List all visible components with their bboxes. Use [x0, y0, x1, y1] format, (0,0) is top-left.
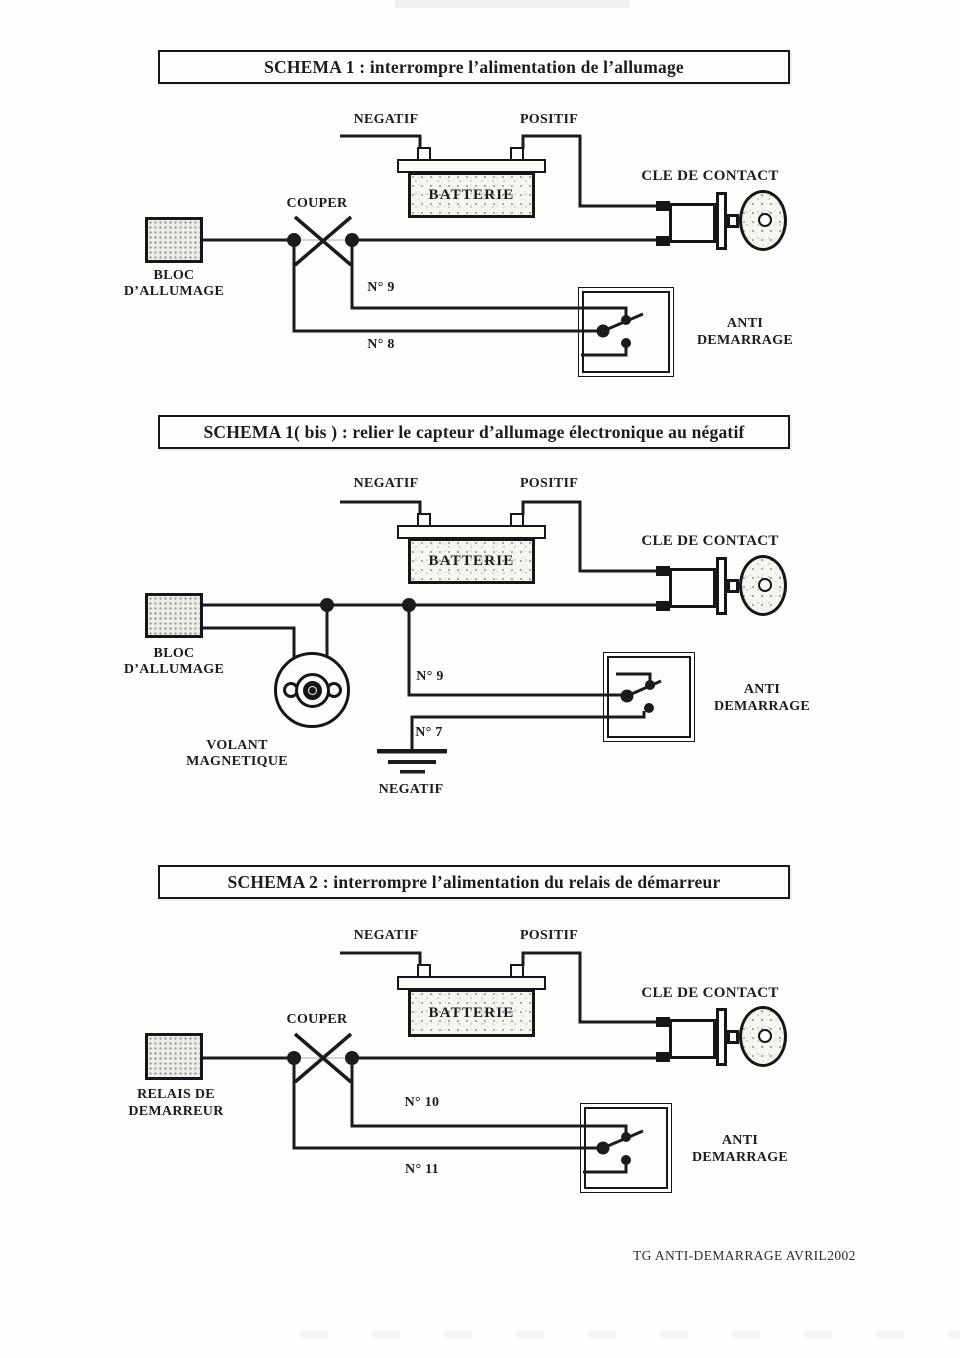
- key-shaft: [727, 1030, 739, 1044]
- key-lock-body: [669, 1019, 716, 1059]
- schema2-ignition-key: [656, 1006, 788, 1068]
- schema1bis-title-box: [158, 415, 790, 449]
- schema1bis-immobilizer-inner-frame: [607, 656, 691, 738]
- negative-battery-wire: [340, 136, 420, 148]
- schema1-title: SCHEMA 1 : interrompre l’alimentation de l’allumage: [264, 56, 684, 77]
- key-hole: [758, 213, 772, 227]
- schema2-key-label: CLE DE CONTACT: [641, 985, 779, 1001]
- schema1bis-battery-cap: [397, 525, 546, 539]
- scan-artifact-bottom: [300, 1330, 960, 1338]
- schema1-battery-cap: [397, 159, 546, 173]
- cut-dot-right: [345, 1051, 359, 1065]
- cut-x-mark: [295, 1034, 351, 1082]
- schema1-key-label: CLE DE CONTACT: [641, 168, 779, 184]
- schema1bis-negatif-label: NEGATIF: [353, 476, 419, 491]
- schema2-negatif-label: NEGATIF: [353, 928, 419, 943]
- ground-bar-2: [388, 760, 436, 764]
- schema2-starter-relay-box: [145, 1033, 203, 1080]
- schema1bis-wire9-label: N° 9: [416, 669, 444, 684]
- wire-n11: [294, 1058, 603, 1148]
- wire-n8: [294, 240, 603, 331]
- schema1bis-source-label-1: BLOC: [153, 646, 195, 661]
- schema2-immobilizer-inner-frame: [584, 1107, 668, 1189]
- schema1bis-battery-label: BATTERIE: [428, 552, 515, 569]
- schema1-immobilizer-label-1: ANTI: [726, 316, 764, 331]
- schema1bis-flywheel-center-dot: [309, 687, 316, 694]
- schema1-battery-label: BATTERIE: [428, 186, 515, 203]
- key-shaft: [727, 214, 739, 228]
- schema1-positif-label: POSITIF: [519, 112, 579, 127]
- page-footer: TG ANTI-DEMARRAGE AVRIL2002: [633, 1248, 856, 1263]
- key-terminal-bottom: [656, 601, 670, 611]
- schema1bis-title: SCHEMA 1( bis ) : relier le capteur d’allumage électronique au négatif: [203, 421, 745, 442]
- key-terminal-bottom: [656, 1052, 670, 1062]
- schema2-battery-label: BATTERIE: [428, 1004, 515, 1021]
- schema1-negatif-label: NEGATIF: [353, 112, 419, 127]
- schema1-wire8-label: N° 8: [367, 337, 395, 352]
- negative-battery-wire: [340, 953, 420, 966]
- key-face-plate: [716, 557, 727, 615]
- key-terminal-top: [656, 1017, 670, 1027]
- schema1bis-ground-label: NEGATIF: [378, 782, 444, 797]
- schema1bis-wire7-label: N° 7: [415, 725, 443, 740]
- schema1-battery: [408, 172, 535, 218]
- key-terminal-top: [656, 566, 670, 576]
- schema1bis-positif-label: POSITIF: [519, 476, 579, 491]
- key-terminal-top: [656, 201, 670, 211]
- schema1-source-label-2: D’ALLUMAGE: [123, 284, 225, 299]
- schema2-battery-cap: [397, 976, 546, 990]
- schema2-source-label-2: DEMARREUR: [128, 1104, 224, 1119]
- schema1bis-flywheel-label-1: VOLANT: [206, 738, 268, 753]
- schema1-title-box: [158, 50, 790, 84]
- schema1bis-immobilizer-label-1: ANTI: [743, 682, 781, 697]
- cut-dot-left: [287, 233, 301, 247]
- ground-bar-3: [400, 770, 425, 774]
- schema1-ignition-block-box: [145, 217, 203, 263]
- scan-artifact-top: [395, 0, 630, 8]
- schema1-ignition-key: [656, 190, 788, 252]
- schema1-immobilizer-box: [578, 287, 674, 377]
- negative-battery-wire: [340, 502, 420, 514]
- cut-x-mark: [295, 217, 351, 265]
- schema1-immobilizer-inner-frame: [582, 291, 670, 373]
- block-to-flywheel-wire: [203, 628, 294, 658]
- schema1bis-source-label-2: D’ALLUMAGE: [123, 662, 225, 677]
- schema2-title: SCHEMA 2 : interrompre l’alimentation du relais de démarreur: [227, 871, 721, 892]
- schema1bis-battery: [408, 538, 535, 584]
- schema2-source-label-1: RELAIS DE: [137, 1087, 215, 1102]
- key-hole: [758, 1029, 772, 1043]
- schema2-battery: [408, 989, 535, 1037]
- schema2-cut-label: COUPER: [286, 1012, 348, 1027]
- schema2-immobilizer-label-2: DEMARRAGE: [691, 1150, 789, 1165]
- schema1bis-ignition-key: [656, 555, 788, 617]
- key-face-plate: [716, 1008, 727, 1066]
- cut-dot-left: [287, 1051, 301, 1065]
- schema1-wire9-label: N° 9: [367, 280, 395, 295]
- schema1bis-key-label: CLE DE CONTACT: [641, 533, 779, 549]
- schema1-cut-label: COUPER: [286, 196, 348, 211]
- schema2-immobilizer-label-1: ANTI: [721, 1133, 759, 1148]
- schema2-positif-label: POSITIF: [519, 928, 579, 943]
- key-hole: [758, 578, 772, 592]
- schema2-wire10-label: N° 10: [404, 1095, 440, 1110]
- ground-bar-1: [377, 749, 447, 754]
- schema1bis-ignition-block-box: [145, 593, 203, 638]
- schema1-source-label-1: BLOC: [153, 268, 195, 283]
- key-lock-body: [669, 203, 716, 243]
- schema1bis-immobilizer-label-2: DEMARRAGE: [713, 699, 811, 714]
- schema1bis-flywheel-label-2: MAGNETIQUE: [186, 754, 288, 769]
- junction-dot-2: [402, 598, 416, 612]
- schema2-title-box: [158, 865, 790, 899]
- schema1-immobilizer-label-2: DEMARRAGE: [696, 333, 794, 348]
- key-terminal-bottom: [656, 236, 670, 246]
- key-face-plate: [716, 192, 727, 250]
- schema1bis-immobilizer-box: [603, 652, 695, 742]
- schema2-wire11-label: N° 11: [405, 1162, 439, 1177]
- cut-dot-right: [345, 233, 359, 247]
- junction-dot-1: [320, 598, 334, 612]
- schema2-immobilizer-box: [580, 1103, 672, 1193]
- key-lock-body: [669, 568, 716, 608]
- key-shaft: [727, 579, 739, 593]
